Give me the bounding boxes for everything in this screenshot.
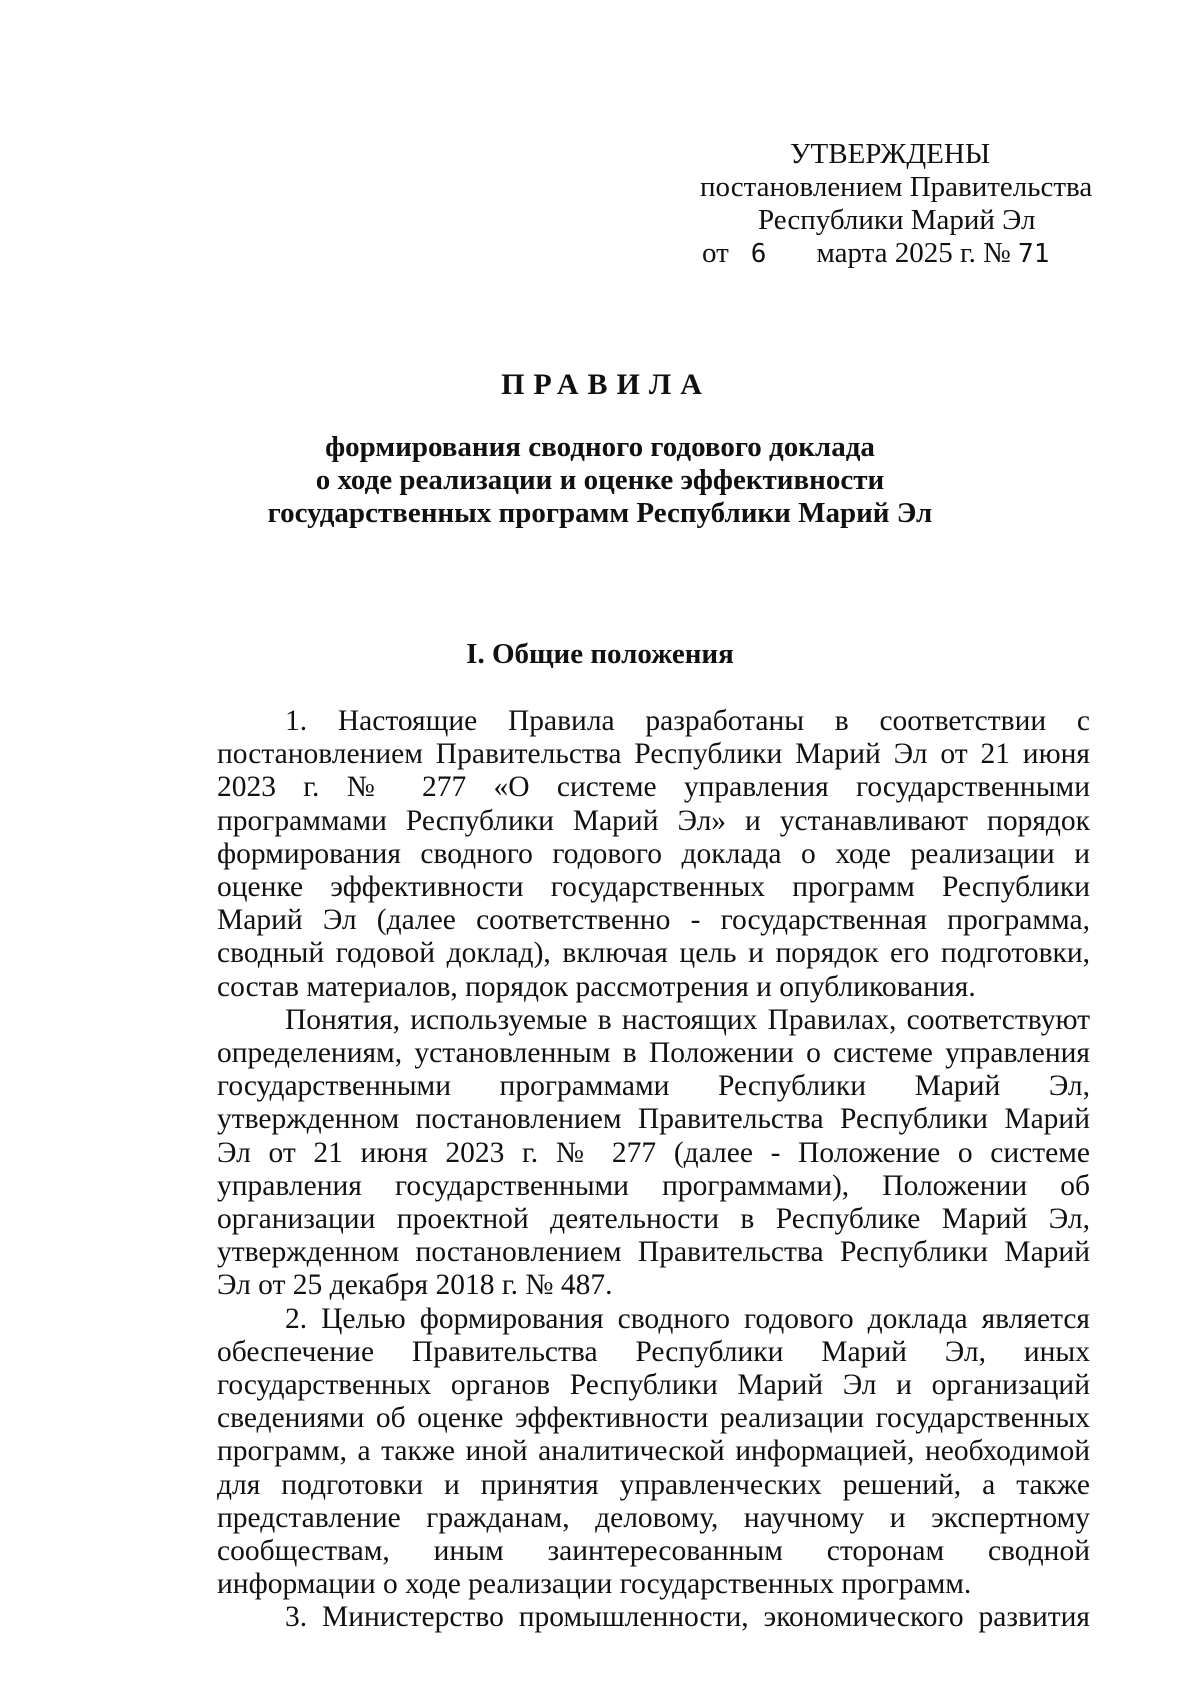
document-title: ПРАВИЛА — [501, 368, 711, 401]
approval-date-prefix: от — [702, 237, 729, 269]
paragraph-4: 3. Министерство промышленности, экономического развития — [285, 1601, 1090, 1634]
paragraph-2: Понятия, используемые в настоящих Правилах, соответствуют определениям, установленным в Положении о системе управления государственными программами Республики Марий Эл, утвержденном постановлением Правительства Республики Марий Эл от 21 июня 2023 г. № 277 (далее - Положение о системе управления государственными программами), Положении об организации проектной деятельности в Республике Марий Эл, утвержденном постановлением Правительства Республики Марий Эл от 25 декабря 2018 г. № 487. — [217, 1003, 1090, 1302]
subtitle-line-2: о ходе реализации и оценке эффективности — [315, 464, 885, 496]
approval-date-day: 6 — [750, 239, 767, 269]
approval-stamp-block — [690, 138, 1110, 271]
paragraph-1: 1. Настоящие Правила разработаны в соответствии с постановлением Правительства Республики Марий Эл от 21 июня 2023 г. № 277 «О системе управления государственными программами Республики Марий Эл» и устанавливают порядок формирования сводного годового доклада о ходе реализации и оценке эффективности государственных программ Республики Марий Эл (далее соответственно - государственная программа, сводный годовой доклад), включая цель и порядок его подготовки, состав материалов, порядок рассмотрения и опубликования. — [217, 705, 1090, 1003]
approval-date-rest: марта 2025 г. № — [816, 237, 1011, 269]
approval-authority: постановлением Правительства — [700, 171, 1093, 203]
section-heading: I. Общие положения — [466, 638, 734, 670]
approval-heading: УТВЕРЖДЕНЫ — [790, 138, 991, 170]
document-subtitle — [0, 431, 1200, 530]
paragraph-3: 2. Целью формирования сводного годового доклада является обеспечение Правительства Республики Марий Эл, иных государственных органов Республики Марий Эл и организаций сведениями об оценке эффективности реализации государственных программ, а также иной аналитической информацией, необходимой для подготовки и принятия управленческих решений, а также представление гражданам, деловому, научному и экспертному сообществам, иным заинтересованным сторонам сводной информации о ходе реализации государственных программ. — [217, 1302, 1090, 1601]
approval-doc-number: 71 — [1018, 239, 1050, 269]
approval-date-line — [690, 237, 1110, 271]
subtitle-line-3: государственных программ Республики Марий Эл — [267, 497, 933, 529]
approval-region: Республики Марий Эл — [758, 204, 1036, 236]
subtitle-line-1: формирования сводного годового доклада — [325, 431, 875, 463]
document-body — [217, 705, 1090, 1635]
